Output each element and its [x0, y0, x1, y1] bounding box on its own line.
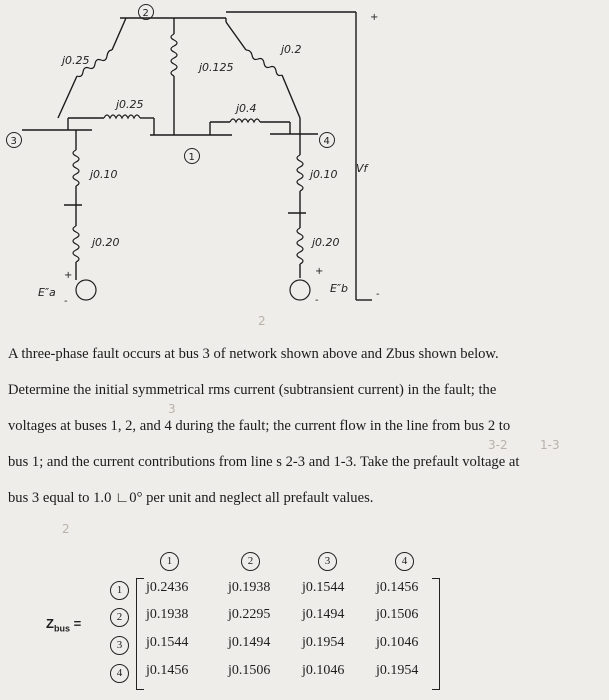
- reactance-4-lower-label: j0.20: [312, 236, 340, 249]
- bus-4-label: 4: [323, 136, 330, 147]
- coil-4-ground-lower: [297, 228, 303, 264]
- zbus-col-header: 3: [318, 552, 337, 571]
- zbus-cell: j0.1544: [146, 635, 189, 650]
- zbus-col-header: 2: [241, 552, 260, 571]
- reactance-3-upper-label: j0.10: [90, 168, 118, 181]
- zbus-cell: j0.1046: [376, 635, 419, 650]
- zbus-cell: j0.1494: [228, 635, 271, 650]
- zbus-cell: j0.2295: [228, 607, 271, 622]
- pencil-note: 3-2: [488, 438, 508, 452]
- reactance-4-upper-label: j0.10: [310, 168, 338, 181]
- pencil-note: 1-3: [540, 438, 560, 452]
- problem-line: voltages at buses 1, 2, and 4 during the fault; the current flow in the line from bus 2 to: [8, 418, 511, 434]
- line-1-4-label: j0.4: [236, 102, 257, 115]
- source-eb-label: E″b: [330, 282, 349, 295]
- zbus-left-bracket: [136, 578, 144, 690]
- zbus-cell: j0.1456: [146, 663, 189, 678]
- problem-statement: [8, 336, 604, 516]
- source-ea-label: E″a: [38, 286, 56, 299]
- source-ea-icon: [76, 280, 96, 300]
- zbus-label: $Z_{bus}$ =: [46, 616, 82, 634]
- zbus-cell: j0.1954: [376, 663, 419, 678]
- source-ea-plus: +: [64, 270, 73, 281]
- zbus-col-header: 4: [395, 552, 414, 571]
- line-2-1-label: j0.125: [199, 61, 234, 74]
- problem-line: bus 3 equal to 1.0 ∟0° per unit and neglect all prefault values.: [8, 490, 374, 506]
- source-eb-plus: +: [315, 266, 324, 277]
- bus-3-label: 3: [10, 136, 17, 147]
- pencil-note: 3: [168, 402, 176, 416]
- coil-2-1: [171, 34, 177, 76]
- coil-3-ground-lower: [73, 226, 79, 262]
- zbus-cell: j0.1938: [228, 580, 271, 595]
- source-eb-icon: [290, 280, 310, 300]
- problem-line: bus 1; and the current contributions from line s 2-3 and 1-3. Take the prefault voltage at: [8, 454, 520, 470]
- problem-line: Determine the initial symmetrical rms current (subtransient current) in the fault; the: [8, 382, 497, 398]
- pencil-note: 2: [62, 522, 70, 536]
- bus-2-label: 2: [142, 8, 149, 19]
- zbus-row-header: 4: [110, 664, 129, 683]
- zbus-cell: j0.1456: [376, 580, 419, 595]
- zbus-row-header: 2: [110, 608, 129, 627]
- coil-4-ground-upper: [297, 155, 303, 191]
- pencil-note: 2: [258, 314, 266, 328]
- bus-1-label: 1: [188, 152, 195, 163]
- problem-line: A three-phase fault occurs at bus 3 of network shown above and Zbus shown below.: [8, 346, 499, 362]
- zbus-col-header: 1: [160, 552, 179, 571]
- zbus-cell: j0.2436: [146, 580, 189, 595]
- line-2-4-label: j0.2: [281, 43, 302, 56]
- vf-plus-sign: +: [370, 12, 379, 23]
- line-2-3-label: j0.25: [62, 54, 90, 67]
- coil-1-4: [230, 119, 260, 122]
- coil-3-1: [104, 115, 140, 118]
- zbus-cell: j0.1938: [146, 607, 189, 622]
- coil-3-ground-upper: [73, 150, 79, 186]
- reactance-3-lower-label: j0.20: [92, 236, 120, 249]
- coil-2-4: [246, 50, 282, 76]
- zbus-cell: j0.1494: [302, 607, 345, 622]
- source-ea-minus: -: [64, 296, 68, 307]
- zbus-cell: j0.1506: [228, 663, 271, 678]
- zbus-row-header: 1: [110, 581, 129, 600]
- line-3-1-label: j0.25: [116, 98, 144, 111]
- zbus-right-bracket: [432, 578, 440, 690]
- zbus-row-header: 3: [110, 636, 129, 655]
- zbus-cell: j0.1046: [302, 663, 345, 678]
- source-eb-minus: -: [315, 295, 319, 306]
- circuit-diagram: [0, 0, 609, 330]
- zbus-cell: j0.1544: [302, 580, 345, 595]
- vf-minus-sign: -: [376, 289, 380, 300]
- zbus-cell: j0.1506: [376, 607, 419, 622]
- vf-label: Vf: [356, 162, 368, 175]
- zbus-cell: j0.1954: [302, 635, 345, 650]
